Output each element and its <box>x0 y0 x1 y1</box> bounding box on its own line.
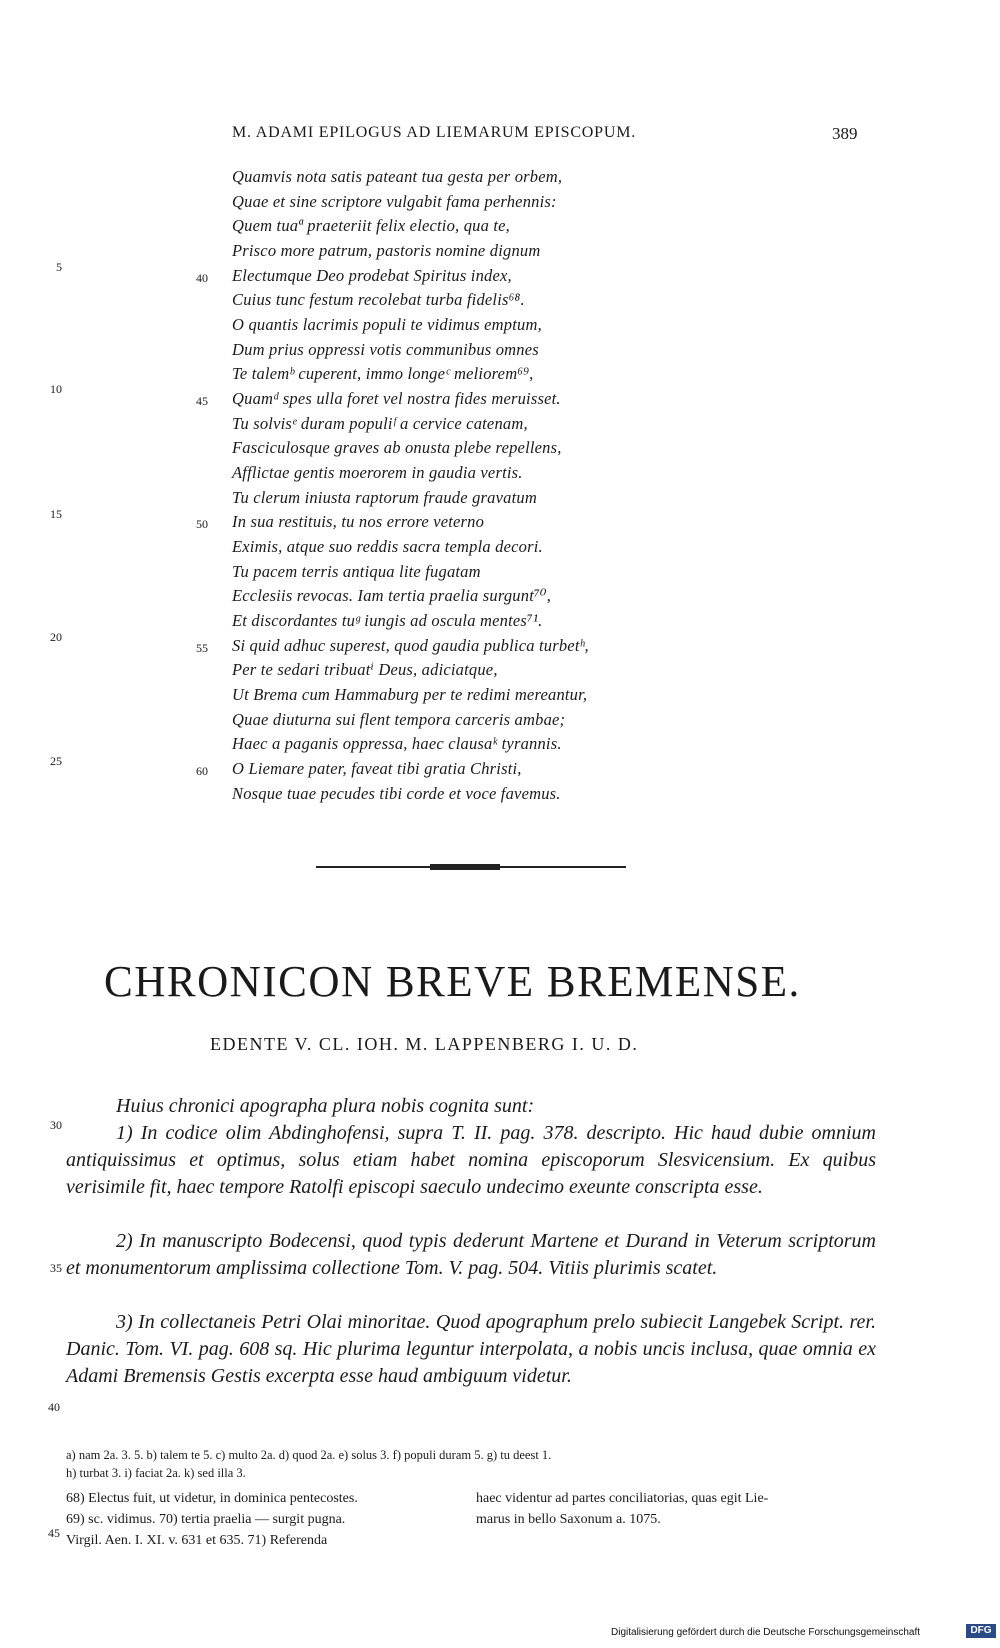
verse-line: Afflictae gentis moerorem in gaudia vertis. <box>232 463 523 482</box>
margin-number: 25 <box>50 754 62 768</box>
margin-number: 20 <box>50 630 62 644</box>
verse-number: 40 <box>196 271 208 285</box>
footnote-variants: a) nam 2a. 3. 5. b) talem te 5. c) multo 2a. d) quod 2a. e) solus 3. f) populi duram 5. g) tu deest 1. <box>66 1448 552 1462</box>
margin-number: 15 <box>50 507 62 521</box>
verse-line: Tu solvisᵉ duram populiᶠ a cervice catenam, <box>232 414 528 433</box>
margin-number: 40 <box>48 1400 60 1414</box>
witness-paragraph: 1) In codice olim Abdinghofensi, supra T. II. pag. 378. descripto. Hic haud dubie omnium antiquissimus et optimus, solus etiam habet nomina episcoporum Slesvicensium. Ex quibus verisimile fit, haec tempore Ratolfi episcopi saeculo undecimo exeunte conscripta esse. <box>66 1122 876 1198</box>
verse-line: Quamᵈ spes ulla foret vel nostra fides meruisset. <box>232 389 561 408</box>
verse-line: Tu clerum iniusta raptorum fraude gravatum <box>232 488 537 507</box>
footnote-69-70: 69) sc. vidimus. 70) tertia praelia — surgit pugna. <box>66 1512 346 1527</box>
intro-paragraph: Huius chronici apographa plura nobis cognita sunt: <box>116 1095 535 1117</box>
verse-number: 50 <box>196 517 208 531</box>
verse-line: Quae et sine scriptore vulgabit fama perhennis: <box>232 192 557 211</box>
verse-line: Te talemᵇ cuperent, immo longeᶜ meliorem⁶⁹, <box>232 364 534 383</box>
verse-line: Nosque tuae pecudes tibi corde et voce favemus. <box>232 784 561 803</box>
verse-line: Si quid adhuc superest, quod gaudia publica turbetʰ, <box>232 636 589 655</box>
verse-line: Et discordantes tuᵍ iungis ad oscula mentes⁷¹. <box>232 611 543 630</box>
page-number: 389 <box>832 124 858 143</box>
margin-number: 45 <box>48 1526 60 1540</box>
verse-line: Haec a paganis oppressa, haec clausaᵏ tyrannis. <box>232 734 562 753</box>
footnote-71-cont: haec videntur ad partes conciliatorias, quas egit Lie- <box>476 1491 769 1506</box>
witness-paragraph: 2) In manuscripto Bodecensi, quod typis dederunt Martene et Durand in Veterum scriptorum et monumentorum amplissima collectione Tom. V. pag. 504. Vitiis plurimis scatet. <box>66 1230 876 1279</box>
editor-subtitle: EDENTE V. CL. IOH. M. LAPPENBERG I. U. D. <box>210 1034 639 1054</box>
footnote-71: Virgil. Aen. I. XI. v. 631 et 635. 71) Referenda <box>66 1533 328 1548</box>
verse-line: Quamvis nota satis pateant tua gesta per orbem, <box>232 167 563 186</box>
footnote-71-cont: marus in bello Saxonum a. 1075. <box>476 1512 661 1527</box>
verse-line: Fasciculosque graves ab onusta plebe repellens, <box>232 438 562 457</box>
verse-line: Dum prius oppressi votis communibus omnes <box>232 340 539 359</box>
verse-line: Ut Brema cum Hammaburg per te redimi mereantur, <box>232 685 588 704</box>
verse-line: Eximis, atque suo reddis sacra templa decori. <box>232 537 543 556</box>
verse-line: In sua restituis, tu nos errore veterno <box>232 512 485 531</box>
verse-line: Ecclesiis revocas. Iam tertia praelia surgunt⁷⁰, <box>232 586 552 605</box>
verse-line: Quae diuturna sui flent tempora carceris ambae; <box>232 710 566 729</box>
digitization-credit: Digitalisierung gefördert durch die Deutsche Forschungsgemeinschaft <box>611 1627 921 1638</box>
section-divider-ornament <box>430 864 500 870</box>
verse-number: 60 <box>196 764 208 778</box>
margin-number: 30 <box>50 1118 62 1132</box>
verse-line: Cuius tunc festum recolebat turba fidelis⁶⁸. <box>232 290 525 309</box>
verse-line: O quantis lacrimis populi te vidimus emptum, <box>232 315 542 334</box>
verse-line: Tu pacem terris antiqua lite fugatam <box>232 562 481 581</box>
footnote-68: 68) Electus fuit, ut videtur, in dominica pentecostes. <box>66 1491 358 1506</box>
chronicle-title: CHRONICON BREVE BREMENSE. <box>104 957 801 1006</box>
margin-number: 35 <box>50 1261 62 1275</box>
verse-number: 45 <box>196 394 208 408</box>
dfg-logo: DFG <box>966 1624 996 1638</box>
verse-line: Prisco more patrum, pastoris nomine dignum <box>232 241 541 260</box>
running-title: M. ADAMI EPILOGUS AD LIEMARUM EPISCOPUM. <box>232 124 637 141</box>
margin-number: 10 <box>50 382 62 396</box>
verse-line: Per te sedari tribuatⁱ Deus, adiciatque, <box>232 660 498 679</box>
verse-line: Quem tuaª praeteriit felix electio, qua te, <box>232 216 510 235</box>
margin-number: 5 <box>56 260 62 274</box>
verse-line: O Liemare pater, faveat tibi gratia Christi, <box>232 759 522 778</box>
footnote-variants: h) turbat 3. i) faciat 2a. k) sed illa 3. <box>66 1466 246 1480</box>
witness-paragraph: 3) In collectaneis Petri Olai minoritae. Quod apographum prelo subiecit Langebek Script. rer. Danic. Tom. VI. pag. 608 sq. Hic plurima leguntur interpolata, a nobis uncis inclusa, quae omnia ex Adami Bremensis Gestis excerpta esse haud ambiguum videtur. <box>66 1311 876 1387</box>
verse-line: Electumque Deo prodebat Spiritus index, <box>232 266 512 285</box>
verse-number: 55 <box>196 641 208 655</box>
